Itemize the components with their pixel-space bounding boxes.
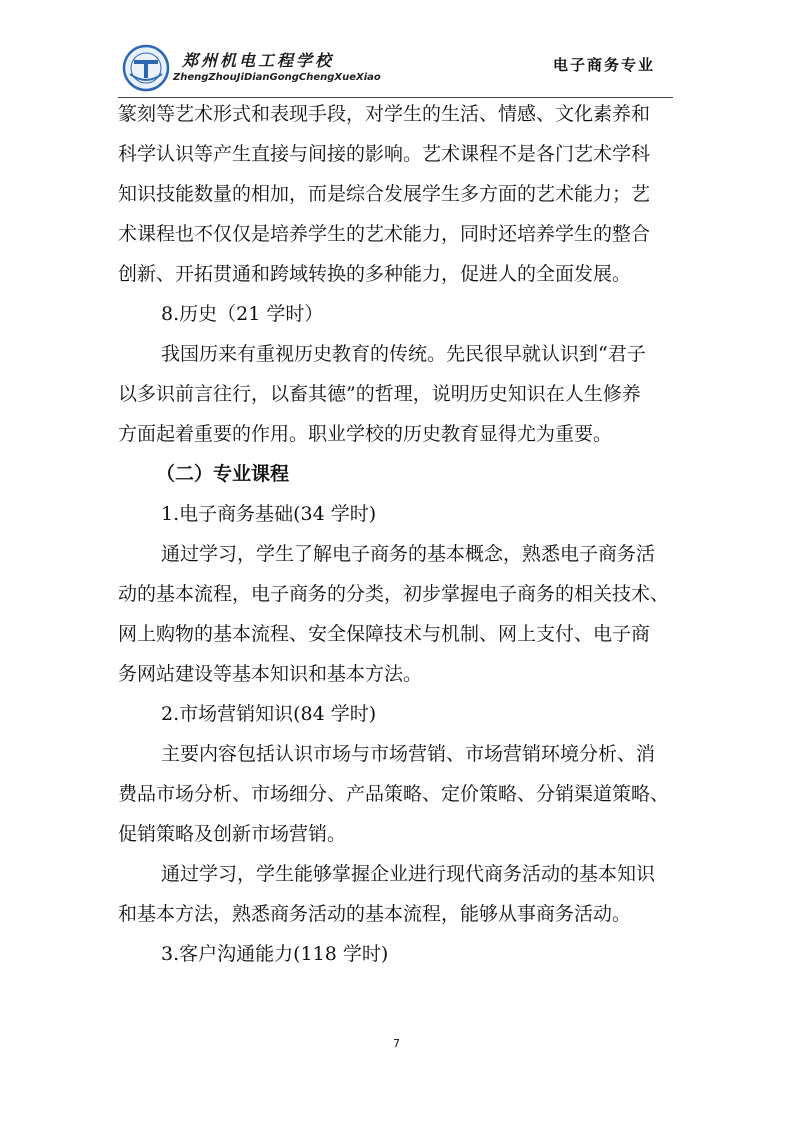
section-heading-history: 8.历史（21 学时） bbox=[161, 303, 324, 325]
page-number: 7 bbox=[393, 1037, 400, 1050]
page-body bbox=[118, 94, 678, 974]
course-heading-customer-communication: 3.客户沟通能力(118 学时) bbox=[161, 943, 389, 965]
body-line: 费品市场分析、市场细分、产品策略、定价策略、分销渠道策略、 bbox=[118, 783, 670, 805]
body-line: 知识技能数量的相加，而是综合发展学生多方面的艺术能力；艺 bbox=[118, 183, 651, 205]
body-line: 篆刻等艺术形式和表现手段，对学生的生活、情感、文化素养和 bbox=[118, 103, 651, 125]
body-line: 促销策略及创新市场营销。 bbox=[118, 823, 347, 845]
body-line: 和基本方法，熟悉商务活动的基本流程，能够从事商务活动。 bbox=[118, 903, 632, 925]
body-line: 科学认识等产生直接与间接的影响。艺术课程不是各门艺术学科 bbox=[118, 143, 651, 165]
body-line: 网上购物的基本流程、安全保障技术与机制、网上支付、电子商 bbox=[118, 623, 651, 645]
body-line: 通过学习，学生能够掌握企业进行现代商务活动的基本知识 bbox=[161, 863, 656, 885]
course-heading-marketing: 2.市场营销知识(84 学时) bbox=[161, 703, 377, 725]
body-line: 通过学习，学生了解电子商务的基本概念，熟悉电子商务活 bbox=[161, 543, 656, 565]
body-line: 动的基本流程，电子商务的分类，初步掌握电子商务的相关技术、 bbox=[118, 583, 670, 605]
body-line: 务网站建设等基本知识和基本方法。 bbox=[118, 663, 423, 685]
course-heading-ecommerce-basics: 1.电子商务基础(34 学时) bbox=[161, 503, 377, 525]
body-line: 创新、开拓贯通和跨域转换的多种能力，促进人的全面发展。 bbox=[118, 263, 632, 285]
body-line: 我国历来有重视历史教育的传统。先民很早就认识到“君子 bbox=[161, 343, 646, 365]
body-line: 方面起着重要的作用。职业学校的历史教育显得尤为重要。 bbox=[118, 423, 613, 445]
page-header bbox=[118, 42, 673, 98]
section-heading-professional-courses: （二）专业课程 bbox=[156, 463, 290, 485]
body-line: 以多识前言往行，以畜其德”的哲理，说明历史知识在人生修养 bbox=[118, 383, 641, 405]
school-logo-icon bbox=[122, 44, 170, 92]
body-line: 术课程也不仅仅是培养学生的艺术能力，同时还培养学生的整合 bbox=[118, 223, 651, 245]
body-line: 主要内容包括认识市场与市场营销、市场营销环境分析、消 bbox=[161, 743, 656, 765]
school-pinyin: ZhengZhouJiDianGongChengXueXiao bbox=[173, 72, 381, 83]
school-name: 郑州机电工程学校 bbox=[182, 51, 335, 70]
department-name: 电子商务专业 bbox=[552, 56, 655, 74]
